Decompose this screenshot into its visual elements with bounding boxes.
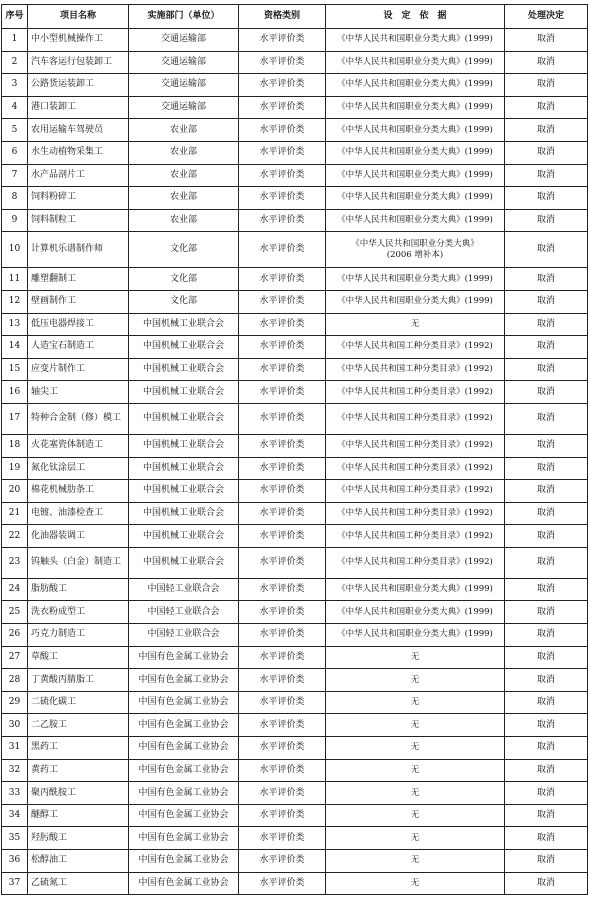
decision-cell: 取消 [505, 232, 588, 268]
project-name-cell: 乙硫氮工 [28, 872, 129, 895]
department-cell: 中国轻工业联合会 [129, 578, 239, 601]
basis-cell: 《中华人民共和国工种分类目录》(1992) [326, 358, 505, 381]
decision-cell: 取消 [505, 457, 588, 480]
basis-cell: 《中华人民共和国工种分类目录》(1992) [326, 403, 505, 434]
project-name-cell: 农用运输车驾驶员 [28, 119, 129, 142]
department-cell: 中国有色金属工业协会 [129, 827, 239, 850]
table-row [2, 547, 588, 578]
decision-cell: 取消 [505, 691, 588, 714]
category-cell: 水平评价类 [239, 480, 326, 503]
decision-cell: 取消 [505, 737, 588, 760]
department-cell: 交通运输部 [129, 96, 239, 119]
table-row [2, 646, 588, 669]
basis-cell: 无 [326, 691, 505, 714]
basis-cell: 《中华人民共和国职业分类大典》(1999) [326, 96, 505, 119]
basis-cell: 《中华人民共和国职业分类大典》(1999) [326, 578, 505, 601]
department-cell: 中国有色金属工业协会 [129, 850, 239, 873]
decision-cell: 取消 [505, 547, 588, 578]
department-cell: 农业部 [129, 141, 239, 164]
category-cell: 水平评价类 [239, 187, 326, 210]
project-name-cell: 二乙胺工 [28, 714, 129, 737]
basis-cell: 《中华人民共和国职业分类大典》(1999) [326, 290, 505, 313]
department-cell: 中国机械工业联合会 [129, 336, 239, 359]
basis-cell: 《中华人民共和国工种分类目录》(1992) [326, 525, 505, 548]
project-name-cell: 水生动植物采集工 [28, 141, 129, 164]
decision-cell: 取消 [505, 714, 588, 737]
table-row [2, 691, 588, 714]
decision-cell: 取消 [505, 119, 588, 142]
project-name-cell: 洗衣粉成型工 [28, 601, 129, 624]
decision-cell: 取消 [505, 403, 588, 434]
basis-cell: 《中华人民共和国职业分类大典》(1999) [326, 164, 505, 187]
category-cell: 水平评价类 [239, 624, 326, 647]
category-cell: 水平评价类 [239, 804, 326, 827]
decision-cell: 取消 [505, 358, 588, 381]
table-row [2, 434, 588, 457]
serial-no-cell: 20 [2, 480, 28, 503]
decision-cell: 取消 [505, 601, 588, 624]
header-department: 实施部门（单位） [129, 5, 239, 29]
table-row [2, 96, 588, 119]
table-row [2, 737, 588, 760]
table-row [2, 601, 588, 624]
table-row [2, 313, 588, 336]
project-name-cell: 低压电器焊接工 [28, 313, 129, 336]
project-name-cell: 人造宝石制造工 [28, 336, 129, 359]
basis-cell: 《中华人民共和国职业分类大典》(1999) [326, 29, 505, 52]
decision-cell: 取消 [505, 525, 588, 548]
basis-cell: 无 [326, 737, 505, 760]
serial-no-cell: 26 [2, 624, 28, 647]
decision-cell: 取消 [505, 209, 588, 232]
category-cell: 水平评价类 [239, 691, 326, 714]
table-row [2, 872, 588, 895]
header-category: 资格类别 [239, 5, 326, 29]
serial-no-cell: 34 [2, 804, 28, 827]
serial-no-cell: 27 [2, 646, 28, 669]
basis-cell: 《中华人民共和国职业分类大典》(1999) [326, 624, 505, 647]
department-cell: 中国机械工业联合会 [129, 313, 239, 336]
basis-cell: 《中华人民共和国职业分类大典》 (2006 增补本) [326, 232, 505, 268]
department-cell: 中国有色金属工业协会 [129, 691, 239, 714]
qualification-table [1, 4, 588, 895]
project-name-cell: 雕塑翻制工 [28, 268, 129, 291]
decision-cell: 取消 [505, 480, 588, 503]
basis-cell: 《中华人民共和国职业分类大典》(1999) [326, 51, 505, 74]
serial-no-cell: 24 [2, 578, 28, 601]
serial-no-cell: 14 [2, 336, 28, 359]
basis-cell: 《中华人民共和国工种分类目录》(1992) [326, 381, 505, 404]
header-decision: 处理决定 [505, 5, 588, 29]
project-name-cell: 黑药工 [28, 737, 129, 760]
decision-cell: 取消 [505, 502, 588, 525]
project-name-cell: 轴尖工 [28, 381, 129, 404]
department-cell: 农业部 [129, 164, 239, 187]
project-name-cell: 水产品剖片工 [28, 164, 129, 187]
serial-no-cell: 18 [2, 434, 28, 457]
department-cell: 交通运输部 [129, 51, 239, 74]
table-row [2, 782, 588, 805]
project-name-cell: 计算机乐谱制作师 [28, 232, 129, 268]
table-row [2, 457, 588, 480]
serial-no-cell: 31 [2, 737, 28, 760]
table-row [2, 624, 588, 647]
department-cell: 中国机械工业联合会 [129, 403, 239, 434]
project-name-cell: 二硫化碳工 [28, 691, 129, 714]
basis-cell: 无 [326, 669, 505, 692]
table-row [2, 164, 588, 187]
table-row [2, 141, 588, 164]
serial-no-cell: 7 [2, 164, 28, 187]
department-cell: 农业部 [129, 209, 239, 232]
table-row [2, 714, 588, 737]
basis-cell: 《中华人民共和国职业分类大典》(1999) [326, 187, 505, 210]
serial-no-cell: 29 [2, 691, 28, 714]
project-name-cell: 丁黄酸丙腈脂工 [28, 669, 129, 692]
serial-no-cell: 2 [2, 51, 28, 74]
serial-no-cell: 11 [2, 268, 28, 291]
basis-cell: 《中华人民共和国职业分类大典》(1999) [326, 141, 505, 164]
department-cell: 中国有色金属工业协会 [129, 669, 239, 692]
table-row [2, 29, 588, 52]
category-cell: 水平评价类 [239, 381, 326, 404]
category-cell: 水平评价类 [239, 872, 326, 895]
basis-cell: 无 [326, 313, 505, 336]
category-cell: 水平评价类 [239, 268, 326, 291]
basis-cell: 《中华人民共和国工种分类目录》(1992) [326, 457, 505, 480]
category-cell: 水平评价类 [239, 119, 326, 142]
decision-cell: 取消 [505, 290, 588, 313]
project-name-cell: 松醇油工 [28, 850, 129, 873]
category-cell: 水平评价类 [239, 850, 326, 873]
category-cell: 水平评价类 [239, 646, 326, 669]
basis-cell: 无 [326, 850, 505, 873]
category-cell: 水平评价类 [239, 502, 326, 525]
project-name-cell: 聚丙酰胺工 [28, 782, 129, 805]
basis-cell: 《中华人民共和国职业分类大典》(1999) [326, 601, 505, 624]
basis-cell: 无 [326, 646, 505, 669]
basis-cell: 《中华人民共和国职业分类大典》(1999) [326, 268, 505, 291]
table-row [2, 759, 588, 782]
table-row [2, 336, 588, 359]
serial-no-cell: 37 [2, 872, 28, 895]
department-cell: 中国有色金属工业协会 [129, 804, 239, 827]
table-row [2, 381, 588, 404]
project-name-cell: 羟肟酸工 [28, 827, 129, 850]
category-cell: 水平评价类 [239, 714, 326, 737]
category-cell: 水平评价类 [239, 525, 326, 548]
header-basis: 设 定 依 据 [326, 5, 505, 29]
department-cell: 中国机械工业联合会 [129, 525, 239, 548]
serial-no-cell: 21 [2, 502, 28, 525]
project-name-cell: 草酸工 [28, 646, 129, 669]
serial-no-cell: 8 [2, 187, 28, 210]
category-cell: 水平评价类 [239, 578, 326, 601]
category-cell: 水平评价类 [239, 209, 326, 232]
project-name-cell: 钨触头（白金）制造工 [28, 547, 129, 578]
serial-no-cell: 19 [2, 457, 28, 480]
table-row [2, 209, 588, 232]
department-cell: 中国机械工业联合会 [129, 358, 239, 381]
category-cell: 水平评价类 [239, 290, 326, 313]
category-cell: 水平评价类 [239, 74, 326, 97]
serial-no-cell: 32 [2, 759, 28, 782]
project-name-cell: 脂肪酸工 [28, 578, 129, 601]
table-row [2, 232, 588, 268]
project-name-cell: 壁画制作工 [28, 290, 129, 313]
table-row [2, 502, 588, 525]
decision-cell: 取消 [505, 872, 588, 895]
decision-cell: 取消 [505, 827, 588, 850]
table-header [2, 5, 588, 29]
decision-cell: 取消 [505, 669, 588, 692]
project-name-cell: 棉花机械肋条工 [28, 480, 129, 503]
basis-cell: 无 [326, 827, 505, 850]
table-row [2, 525, 588, 548]
department-cell: 中国有色金属工业协会 [129, 714, 239, 737]
department-cell: 中国有色金属工业协会 [129, 872, 239, 895]
department-cell: 中国有色金属工业协会 [129, 737, 239, 760]
decision-cell: 取消 [505, 850, 588, 873]
serial-no-cell: 36 [2, 850, 28, 873]
table-row [2, 804, 588, 827]
serial-no-cell: 33 [2, 782, 28, 805]
category-cell: 水平评价类 [239, 164, 326, 187]
serial-no-cell: 13 [2, 313, 28, 336]
basis-cell: 《中华人民共和国工种分类目录》(1992) [326, 547, 505, 578]
decision-cell: 取消 [505, 51, 588, 74]
project-name-cell: 醚醇工 [28, 804, 129, 827]
category-cell: 水平评价类 [239, 547, 326, 578]
project-name-cell: 黄药工 [28, 759, 129, 782]
category-cell: 水平评价类 [239, 232, 326, 268]
decision-cell: 取消 [505, 804, 588, 827]
department-cell: 中国有色金属工业协会 [129, 782, 239, 805]
decision-cell: 取消 [505, 578, 588, 601]
decision-cell: 取消 [505, 313, 588, 336]
department-cell: 中国轻工业联合会 [129, 624, 239, 647]
department-cell: 农业部 [129, 187, 239, 210]
serial-no-cell: 30 [2, 714, 28, 737]
basis-cell: 《中华人民共和国职业分类大典》(1999) [326, 209, 505, 232]
basis-cell: 无 [326, 714, 505, 737]
project-name-cell: 应变片制作工 [28, 358, 129, 381]
project-name-cell: 饲料制粒工 [28, 209, 129, 232]
project-name-cell: 中小型机械操作工 [28, 29, 129, 52]
basis-cell: 无 [326, 804, 505, 827]
serial-no-cell: 22 [2, 525, 28, 548]
serial-no-cell: 35 [2, 827, 28, 850]
category-cell: 水平评价类 [239, 313, 326, 336]
category-cell: 水平评价类 [239, 96, 326, 119]
serial-no-cell: 28 [2, 669, 28, 692]
decision-cell: 取消 [505, 381, 588, 404]
table-row [2, 827, 588, 850]
decision-cell: 取消 [505, 624, 588, 647]
category-cell: 水平评价类 [239, 827, 326, 850]
basis-cell: 《中华人民共和国工种分类目录》(1992) [326, 434, 505, 457]
basis-cell: 《中华人民共和国职业分类大典》(1999) [326, 74, 505, 97]
basis-cell: 《中华人民共和国工种分类目录》(1992) [326, 480, 505, 503]
decision-cell: 取消 [505, 187, 588, 210]
category-cell: 水平评价类 [239, 759, 326, 782]
table-row [2, 119, 588, 142]
serial-no-cell: 17 [2, 403, 28, 434]
decision-cell: 取消 [505, 782, 588, 805]
decision-cell: 取消 [505, 646, 588, 669]
category-cell: 水平评价类 [239, 403, 326, 434]
project-name-cell: 港口装卸工 [28, 96, 129, 119]
table-row [2, 850, 588, 873]
department-cell: 中国机械工业联合会 [129, 547, 239, 578]
project-name-cell: 饲料粉碎工 [28, 187, 129, 210]
serial-no-cell: 16 [2, 381, 28, 404]
table-row [2, 578, 588, 601]
department-cell: 交通运输部 [129, 74, 239, 97]
decision-cell: 取消 [505, 759, 588, 782]
table-row [2, 290, 588, 313]
header-serial-no: 序号 [2, 5, 28, 29]
project-name-cell: 公路货运装卸工 [28, 74, 129, 97]
department-cell: 中国轻工业联合会 [129, 601, 239, 624]
category-cell: 水平评价类 [239, 434, 326, 457]
project-name-cell: 巧克力制造工 [28, 624, 129, 647]
project-name-cell: 氮化钛涂层工 [28, 457, 129, 480]
decision-cell: 取消 [505, 141, 588, 164]
category-cell: 水平评价类 [239, 737, 326, 760]
department-cell: 交通运输部 [129, 29, 239, 52]
table-body [2, 29, 588, 895]
table-row [2, 51, 588, 74]
basis-cell: 无 [326, 782, 505, 805]
category-cell: 水平评价类 [239, 141, 326, 164]
project-name-cell: 电镀、油漆检查工 [28, 502, 129, 525]
decision-cell: 取消 [505, 434, 588, 457]
decision-cell: 取消 [505, 336, 588, 359]
category-cell: 水平评价类 [239, 669, 326, 692]
table-row [2, 358, 588, 381]
serial-no-cell: 6 [2, 141, 28, 164]
serial-no-cell: 3 [2, 74, 28, 97]
department-cell: 中国机械工业联合会 [129, 457, 239, 480]
department-cell: 中国机械工业联合会 [129, 480, 239, 503]
basis-cell: 《中华人民共和国工种分类目录》(1992) [326, 336, 505, 359]
table-row [2, 187, 588, 210]
department-cell: 中国机械工业联合会 [129, 381, 239, 404]
decision-cell: 取消 [505, 29, 588, 52]
header-row [2, 5, 588, 29]
project-name-cell: 汽车客运行包装卸工 [28, 51, 129, 74]
category-cell: 水平评价类 [239, 29, 326, 52]
category-cell: 水平评价类 [239, 782, 326, 805]
table-row [2, 268, 588, 291]
table-row [2, 669, 588, 692]
basis-cell: 无 [326, 872, 505, 895]
category-cell: 水平评价类 [239, 336, 326, 359]
serial-no-cell: 4 [2, 96, 28, 119]
header-project-name: 项目名称 [28, 5, 129, 29]
basis-cell: 无 [326, 759, 505, 782]
serial-no-cell: 5 [2, 119, 28, 142]
department-cell: 中国机械工业联合会 [129, 434, 239, 457]
serial-no-cell: 23 [2, 547, 28, 578]
basis-cell: 《中华人民共和国职业分类大典》(1999) [326, 119, 505, 142]
category-cell: 水平评价类 [239, 51, 326, 74]
department-cell: 中国有色金属工业协会 [129, 759, 239, 782]
table-row [2, 74, 588, 97]
decision-cell: 取消 [505, 164, 588, 187]
table-row [2, 403, 588, 434]
department-cell: 农业部 [129, 119, 239, 142]
department-cell: 中国机械工业联合会 [129, 502, 239, 525]
serial-no-cell: 10 [2, 232, 28, 268]
basis-cell: 《中华人民共和国工种分类目录》(1992) [326, 502, 505, 525]
decision-cell: 取消 [505, 268, 588, 291]
decision-cell: 取消 [505, 74, 588, 97]
serial-no-cell: 25 [2, 601, 28, 624]
project-name-cell: 特种合金制（修）模工 [28, 403, 129, 434]
department-cell: 中国有色金属工业协会 [129, 646, 239, 669]
serial-no-cell: 12 [2, 290, 28, 313]
category-cell: 水平评价类 [239, 457, 326, 480]
department-cell: 文化部 [129, 232, 239, 268]
project-name-cell: 化油器装调工 [28, 525, 129, 548]
serial-no-cell: 9 [2, 209, 28, 232]
category-cell: 水平评价类 [239, 601, 326, 624]
project-name-cell: 火花塞瓷体制造工 [28, 434, 129, 457]
serial-no-cell: 1 [2, 29, 28, 52]
decision-cell: 取消 [505, 96, 588, 119]
department-cell: 文化部 [129, 290, 239, 313]
table-row [2, 480, 588, 503]
serial-no-cell: 15 [2, 358, 28, 381]
department-cell: 文化部 [129, 268, 239, 291]
category-cell: 水平评价类 [239, 358, 326, 381]
